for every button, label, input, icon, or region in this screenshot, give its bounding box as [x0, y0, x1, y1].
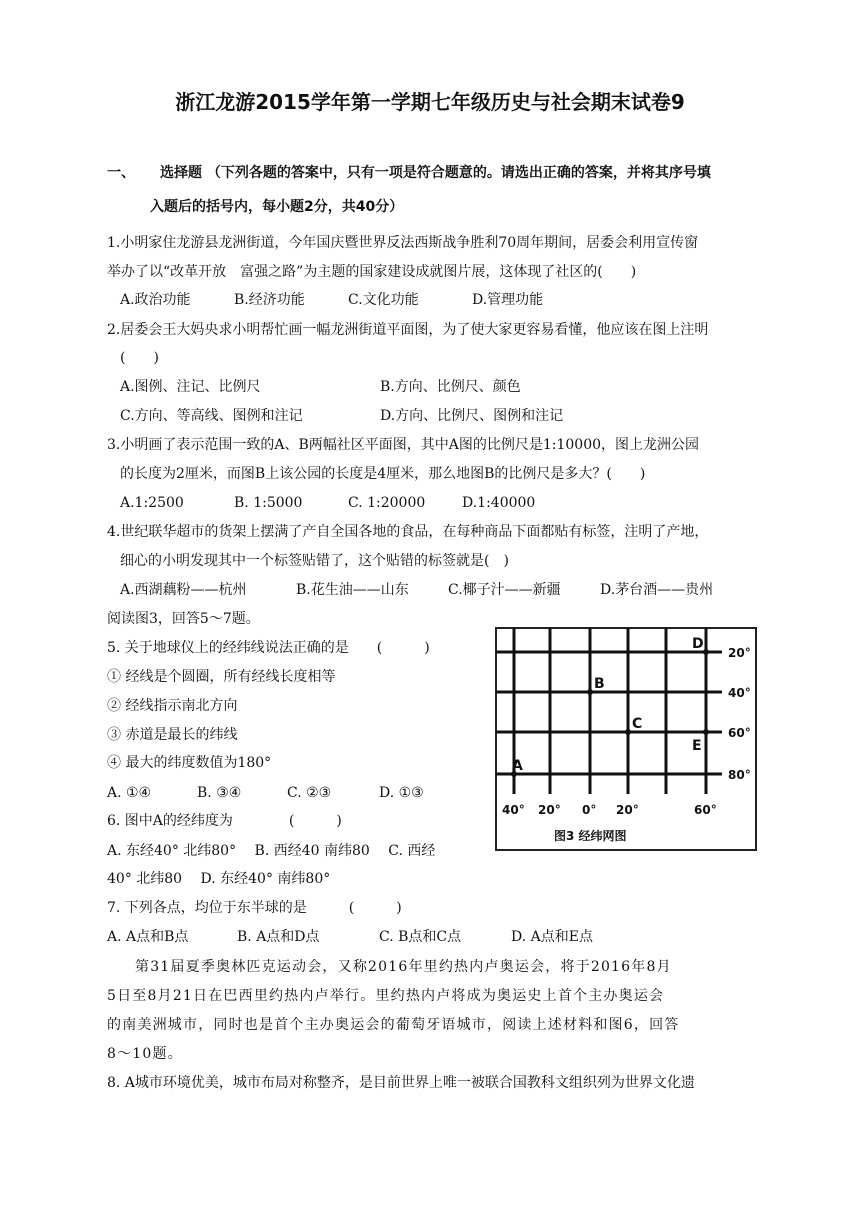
lat-label-20: 20°: [728, 646, 751, 660]
q8-line1: 8. A城市环境优美，城市布局对称整齐，是目前世界上唯一被联合国教科文组织列为世界文化遗: [107, 1075, 695, 1091]
q7-option-c: C. B点和C点: [379, 929, 462, 945]
q2-option-a: A.图例、注记、比例尺: [120, 379, 261, 395]
q4-option-d: D.茅台酒——贵州: [600, 582, 714, 598]
q2-option-b: B.方向、比例尺、颜色: [380, 379, 521, 395]
q4-line2: 细心的小明发现其中一个标签贴错了，这个贴错的标签就是( ): [120, 553, 509, 569]
q1-option-c: C.文化功能: [348, 292, 419, 308]
q1-option-d: D.管理功能: [472, 292, 544, 308]
figure3-caption: 图3 经纬网图: [554, 829, 627, 843]
lat-label-60: 60°: [728, 726, 751, 740]
q4-option-a: A.西湖藕粉——杭州: [120, 582, 247, 598]
q4-line1: 4.世纪联华超市的货架上摆满了产自全国各地的食品，在每种商品下面都贴有标签，注明了产地，: [107, 524, 709, 540]
q4-option-c: C.椰子汁——新疆: [448, 582, 561, 598]
q1-line1: 1.小明家住龙游县龙洲街道，今年国庆暨世界反法西斯战争胜利70周年期间，居委会利用宣传窗: [107, 235, 699, 251]
q5-item-4: ④ 最大的纬度数值为180°: [107, 755, 272, 771]
lon-label-60e: 60°: [694, 803, 717, 817]
q6-line2: 40° 北纬80 D. 东经40° 南纬80°: [107, 871, 331, 887]
q7-option-d: D. A点和E点: [511, 929, 593, 945]
q2-option-c: C.方向、等高线、图例和注记: [120, 408, 303, 424]
q3-option-a: A.1:2500: [120, 495, 184, 511]
section-instruction-line2: 入题后的括号内，每小题2分，共40分）: [150, 199, 404, 215]
lon-label-40w: 40°: [502, 803, 525, 817]
figure3-graticule: [490, 624, 770, 856]
q3-options: [120, 493, 535, 513]
q6-line1: A. 东经40° 北纬80° B. 西经40 南纬80 C. 西经: [107, 843, 436, 859]
read-figure3-instruction: 阅读图3，回答5～7题。: [107, 611, 260, 627]
q7-stem: 7. 下列各点，均位于东半球的是 ( ): [107, 900, 402, 916]
q7-options: [107, 927, 593, 947]
lon-label-0: 0°: [582, 803, 597, 817]
q7-option-b: B. A点和D点: [237, 929, 320, 945]
q4-option-b: B.花生油——山东: [296, 582, 409, 598]
q3-line1: 3.小明画了表示范围一致的A、B两幅社区平面图，其中A图的比例尺是1:10000，图上龙洲公园: [107, 437, 700, 453]
q3-option-d: D.1:40000: [462, 495, 536, 511]
section-instruction-line1: 选择题 （下列各题的答案中，只有一项是符合题意的。请选出正确的答案，并将其序号填: [160, 165, 711, 181]
point-label-e: E: [692, 738, 702, 754]
q2-line2: ( ): [120, 350, 159, 366]
point-label-c: C: [632, 716, 643, 732]
point-label-d: D: [692, 636, 704, 652]
q3-line2: 的长度为2厘米，而图B上该公园的长度是4厘米，那么地图B的比例尺是多大？( ): [120, 466, 646, 482]
passage-line2: 5日至8月21日在巴西里约热内卢举行。里约热内卢将成为奥运史上首个主办奥运会: [107, 988, 665, 1004]
q1-option-a: A.政治功能: [120, 292, 191, 308]
passage-line3: 的南美洲城市，同时也是首个主办奥运会的葡萄牙语城市，阅读上述材料和图6，回答: [107, 1017, 680, 1033]
q7-option-a: A. A点和B点: [107, 929, 189, 945]
q5-option-d: D. ①③: [379, 785, 424, 801]
section-number: 一、: [107, 165, 135, 181]
q2-option-d: D.方向、比例尺、图例和注记: [380, 408, 564, 424]
passage-line4: 8～10题。: [107, 1046, 183, 1062]
lat-label-80: 80°: [728, 768, 751, 782]
q5-item-2: ② 经线指示南北方向: [107, 698, 238, 714]
q6-stem: 6. 图中A的经纬度为 ( ): [107, 813, 342, 829]
q5-option-a: A. ①④: [107, 785, 152, 801]
q5-item-1: ① 经线是个圆圈，所有经线长度相等: [107, 669, 336, 685]
passage-line1: 第31届夏季奥林匹克运动会，又称2016年里约热内卢奥运会，将于2016年8月: [135, 959, 672, 975]
page-title: 浙江龙游2015学年第一学期七年级历史与社会期末试卷9: [175, 90, 685, 114]
q5-item-3: ③ 赤道是最长的纬线: [107, 727, 238, 743]
point-label-a: A: [512, 758, 523, 774]
q1-option-b: B.经济功能: [234, 292, 305, 308]
q3-option-b: B. 1:5000: [234, 495, 303, 511]
q3-option-c: C. 1:20000: [348, 495, 426, 511]
q1-line2: 举办了以“改革开放 富强之路”为主题的国家建设成就图片展，这体现了社区的( ): [107, 264, 637, 280]
q4-options: [120, 580, 713, 600]
q5-stem: 5. 关于地球仪上的经纬线说法正确的是 ( ): [107, 640, 430, 656]
lon-label-20w: 20°: [538, 803, 561, 817]
q5-options: [107, 783, 424, 803]
q5-option-b: B. ③④: [197, 785, 242, 801]
lat-label-40: 40°: [728, 686, 751, 700]
point-label-b: B: [594, 676, 605, 692]
lon-label-20e: 20°: [616, 803, 639, 817]
q2-line1: 2.居委会王大妈央求小明帮忙画一幅龙洲街道平面图，为了使大家更容易看懂，他应该在图上注明: [107, 322, 709, 338]
q5-option-c: C. ②③: [287, 785, 332, 801]
q1-options: [120, 290, 543, 310]
